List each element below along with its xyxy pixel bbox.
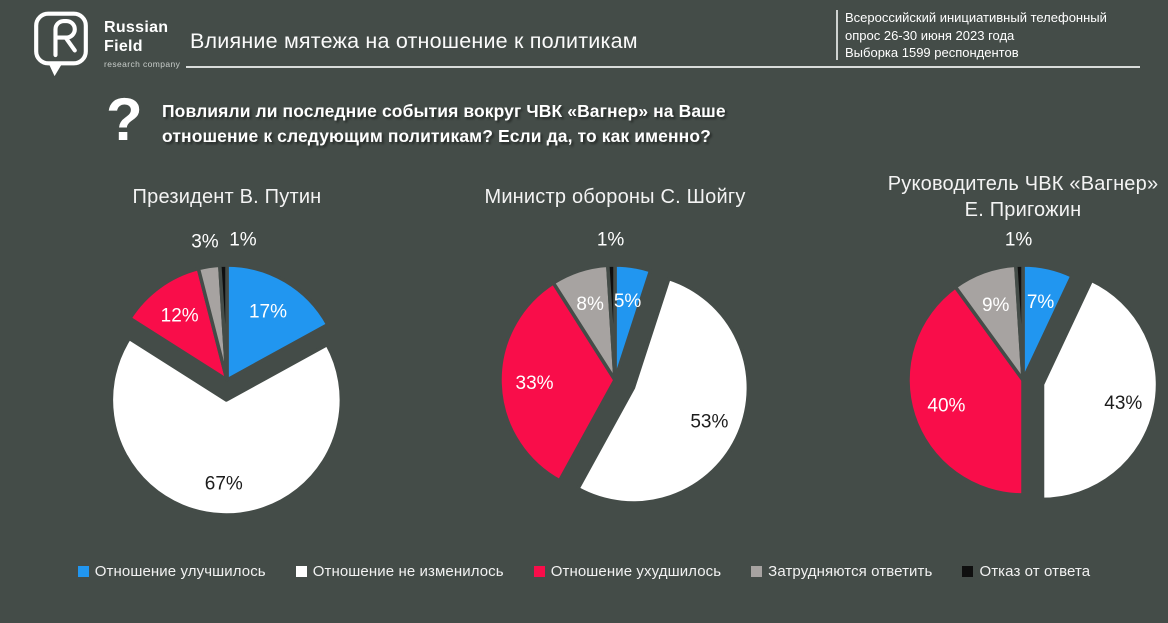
brand-line-2: Field [104, 38, 143, 55]
survey-question [162, 99, 726, 149]
pie-value-label-0: 5% [613, 291, 642, 313]
pie-slice-1 [1043, 280, 1158, 499]
page-title: Влияние мятежа на отношение к политикам [190, 29, 638, 53]
chart-title-line-1: Президент В. Путин [132, 186, 322, 208]
legend-item-1 [296, 563, 504, 580]
brand-line-1: Russian [104, 19, 169, 36]
legend-label: Отношение не изменилось [312, 563, 504, 580]
source-line-3: Выборка 1599 респондентов [845, 45, 1019, 60]
legend [0, 563, 1168, 580]
source-divider-rule [836, 10, 838, 60]
chart-title-line-1: Министр обороны С. Шойгу [484, 186, 746, 208]
chart-title-line-2: Е. Пригожин [964, 199, 1082, 221]
chart-title [42, 166, 412, 228]
pie-value-label-4: 1% [1004, 229, 1033, 251]
pie-value-label-3: 3% [191, 231, 219, 253]
pie-value-label-2: 33% [515, 373, 554, 395]
legend-item-3 [751, 563, 932, 580]
source-line-2: опрос 26-30 июня 2023 года [845, 27, 1015, 43]
legend-label: Затрудняются ответить [768, 563, 933, 580]
pie-value-label-1: 53% [690, 411, 729, 433]
legend-item-2 [534, 563, 721, 580]
pie-chart-prigozhin [838, 166, 1168, 538]
pie-value-label-2: 40% [927, 395, 966, 417]
pie-chart-putin [42, 166, 412, 538]
pie-value-label-4: 1% [596, 229, 625, 251]
source-line-1: Всероссийский инициативный телефонный [845, 10, 1107, 25]
pie-chart-canvas [430, 228, 800, 538]
legend-swatch-icon [751, 566, 762, 577]
chart-title [430, 166, 800, 228]
logo-speech-tail [48, 62, 63, 76]
survey-source-note [845, 9, 1145, 62]
pie-value-label-1: 43% [1104, 393, 1143, 415]
brand-tagline: research company [104, 59, 181, 69]
pie-value-label-2: 12% [160, 305, 199, 327]
question-mark-icon: ? [106, 86, 143, 153]
pie-value-label-4: 1% [229, 229, 257, 251]
chart-title-line-1: Руководитель ЧВК «Вагнер» [887, 173, 1159, 195]
legend-item-4 [962, 563, 1090, 580]
brand-text [104, 18, 180, 69]
question-line-1: Повлияли ли последние события вокруг ЧВК «Вагнер» на Ваше [162, 101, 726, 121]
question-line-2: отношение к следующим политикам? Если да, то как именно? [162, 126, 711, 146]
legend-item-0 [78, 563, 266, 580]
legend-label: Отношение ухудшилось [550, 563, 722, 580]
pie-chart-shoigu [430, 166, 800, 538]
pie-value-label-0: 17% [248, 301, 287, 323]
legend-label: Отношение улучшилось [94, 563, 266, 580]
header-divider-line [186, 66, 1140, 68]
chart-title [838, 166, 1168, 228]
russian-field-logo-icon [30, 10, 92, 78]
legend-swatch-icon [534, 566, 545, 577]
legend-swatch-icon [296, 566, 307, 577]
legend-label: Отказ от ответа [979, 563, 1091, 580]
legend-swatch-icon [78, 566, 89, 577]
pie-chart-canvas [838, 228, 1168, 538]
logo-block [30, 10, 180, 78]
pie-value-label-3: 8% [576, 294, 604, 316]
pie-chart-canvas [42, 228, 412, 538]
pie-value-label-0: 7% [1026, 292, 1055, 314]
pie-value-label-3: 9% [981, 294, 1010, 316]
pie-value-label-1: 67% [204, 473, 243, 495]
legend-swatch-icon [962, 566, 973, 577]
